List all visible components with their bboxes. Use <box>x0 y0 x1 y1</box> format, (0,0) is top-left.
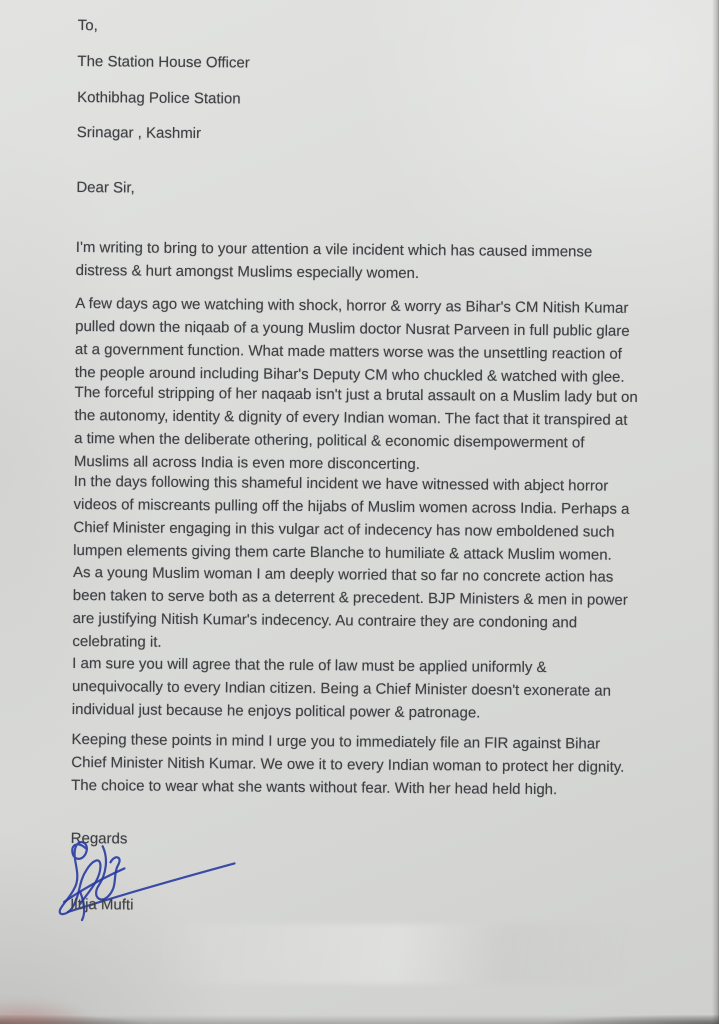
paragraph-6: I am sure you will agree that the rule of law must be applied uniformly & unequivocally to every Indian citizen. Being a Chief Minister doesn't exonerate an individual just because he enjoys political power & patronage. <box>71 654 612 722</box>
recipient-line-2: Kothibhag Police Station <box>77 88 241 108</box>
paper-edge-right <box>712 0 719 1024</box>
corner-smudge <box>0 998 98 1024</box>
recipient-line-3: Srinagar , Kashmir <box>76 123 202 143</box>
paper-edge-bottom <box>0 1015 719 1024</box>
letter-content <box>69 0 719 1024</box>
paragraph-3: The forceful stripping of her naqaab isn't just a brutal assault on a Muslim lady but on the autonomy, identity & dignity of every Indian woman. The fact that it transpired at a time when the deliberate othering, political & economic disempowerment of Muslims all across India is even more disconcerting. <box>73 383 638 474</box>
recipient-line-1: The Station House Officer <box>77 52 250 72</box>
recipient-to: To, <box>77 16 98 35</box>
signer-name: Iltija Mufti <box>70 895 134 914</box>
closing-regards: Regards <box>70 829 128 848</box>
paragraph-2: A few days ago we watching with shock, horror & worry as Bihar's CM Nitish Kumar pulled down the niqaab of a young Muslim doctor Nusrat Parveen in full public glare at a government function. What made matters worse was the unsettling reaction of the people around including Bihar's Deputy CM who chuckled & watched with glee. <box>74 294 630 386</box>
paragraph-1: I'm writing to bring to your attention a vile incident which has caused immense distress & hurt amongst Muslims especially women. <box>75 238 593 282</box>
greeting: Dear Sir, <box>76 178 135 197</box>
paragraph-5: As a young Muslim woman I am deeply worried that so far no concrete action has been taken to serve both as a deterrent & precedent. BJP Ministers & men in power are justifying Nitish Kumar's indecency. Au contraire they are condoning and celebrating it. <box>72 563 628 651</box>
paragraph-4: In the days following this shameful incident we have witnessed with abject horror videos of miscreants pulling off the hijabs of Muslim women across India. Perhaps a Chief Minister engaging in this vulgar act of indecency has now emboldened such lumpen elements giving them carte Blanche to humiliate & attack Muslim women. <box>73 472 630 564</box>
paragraph-7: Keeping these points in mind I urge you to immediately file an FIR against Bihar Chief Minister Nitish Kumar. We owe it to every Indian woman to protect her dignity. The choice to wear what she wants without fear. With her head held high. <box>71 730 625 799</box>
